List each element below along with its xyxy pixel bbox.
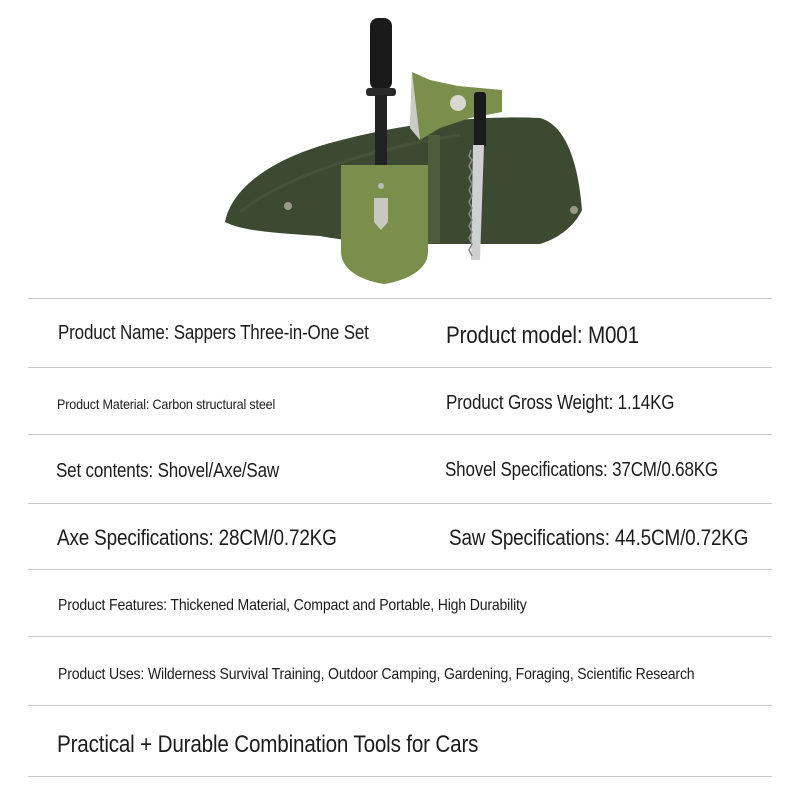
saw-handle: [474, 92, 486, 147]
tool-set-illustration: [0, 0, 800, 295]
product-material: Product Material: Carbon structural steel: [57, 396, 276, 412]
shovel-specifications: Shovel Specifications: 37CM/0.68KG: [445, 459, 718, 481]
axe-specifications: Axe Specifications: 28CM/0.72KG: [57, 525, 337, 550]
product-photo: [0, 0, 800, 295]
product-features: Product Features: Thickened Material, Compact and Portable, High Durability: [58, 597, 527, 614]
divider: [28, 367, 772, 368]
set-contents: Set contents: Shovel/Axe/Saw: [56, 460, 279, 482]
divider: [28, 569, 772, 570]
divider: [28, 298, 772, 299]
divider: [28, 705, 772, 706]
tagline: Practical + Durable Combination Tools for Cars: [57, 731, 479, 758]
shovel-grip: [370, 18, 392, 90]
saw-specifications: Saw Specifications: 44.5CM/0.72KG: [449, 525, 749, 550]
product-name: Product Name: Sappers Three-in-One Set: [58, 322, 369, 344]
divider: [28, 636, 772, 637]
product-uses: Product Uses: Wilderness Survival Training, Outdoor Camping, Gardening, Foraging, Scientific Research: [58, 666, 695, 683]
divider: [28, 776, 772, 777]
divider: [28, 434, 772, 435]
case-strap: [428, 135, 440, 243]
case-rivet: [284, 202, 292, 210]
product-model: Product model: M001: [446, 322, 639, 349]
gross-weight: Product Gross Weight: 1.14KG: [446, 392, 675, 414]
case-rivet: [570, 206, 578, 214]
divider: [28, 503, 772, 504]
